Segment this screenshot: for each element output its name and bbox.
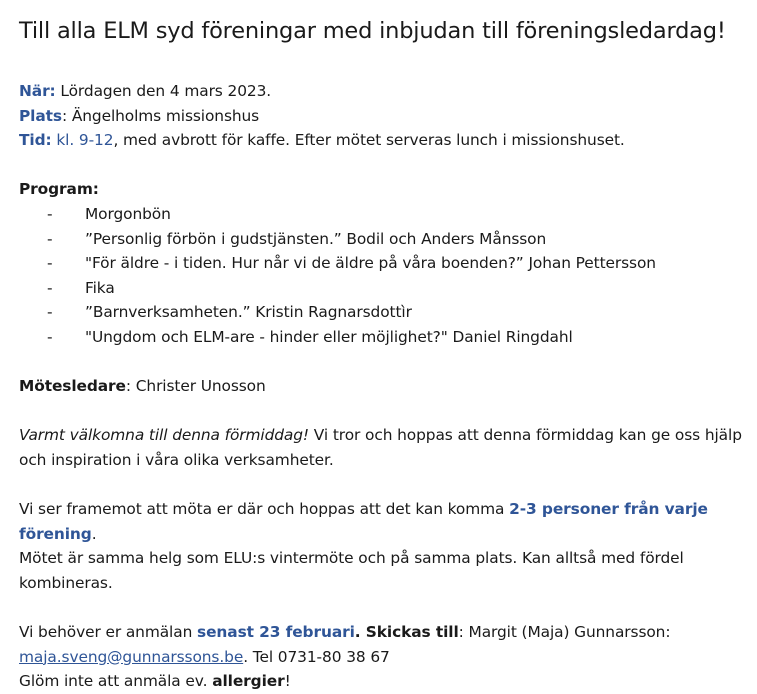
program-item-text: Fika (85, 278, 115, 297)
program-item (19, 202, 743, 227)
hope-end: . (91, 524, 97, 543)
signup-contact: : Margit (Maja) Gunnarsson: (458, 623, 671, 642)
list-dash: - (47, 204, 53, 223)
welcome-paragraph (19, 423, 743, 472)
list-dash: - (47, 327, 53, 346)
hope-highlight: 2-3 personer från varje förening (19, 500, 708, 543)
allergy-bold: allergier (212, 672, 285, 691)
list-dash: - (47, 254, 53, 273)
list-dash: - (47, 278, 53, 297)
hope-paragraph (19, 497, 743, 546)
program-item-text: "För äldre - i tiden. Hur når vi de äldre på våra boenden?” Johan Pettersson (85, 254, 656, 273)
when-line (19, 79, 743, 104)
program-item-text: ”Personlig förbön i gudstjänsten.” Bodil och Anders Månsson (85, 229, 547, 248)
page-title: Till alla ELM syd föreningar med inbjudan till föreningsledardag! (19, 18, 726, 44)
when-value: Lördagen den 4 mars 2023. (55, 82, 272, 100)
allergy-line (19, 669, 743, 694)
allergy-text: Glöm inte att anmäla ev. (19, 672, 213, 691)
list-dash: - (47, 303, 53, 322)
program-item (19, 251, 743, 276)
leader-value: : Christer Unosson (125, 377, 266, 396)
program-item (19, 276, 743, 301)
program-item-text: "Ungdom och ELM-are - hinder eller möjlighet?" Daniel Ringdahl (85, 327, 573, 346)
phone-text: . Tel 0731-80 38 67 (243, 647, 390, 666)
list-dash: - (47, 229, 53, 248)
program-item (19, 227, 743, 252)
welcome-italic: Varmt välkomna till denna förmiddag! (19, 426, 310, 445)
spacer (19, 595, 743, 620)
elu-paragraph: Mötet är samma helg som ELU:s vintermöte och på samma plats. Kan alltså med fördel kombineras. (19, 549, 684, 592)
signup-deadline: senast 23 februari (197, 623, 355, 642)
program-item-text: ”Barnverksamheten.” Kristin Ragnarsdottìr (85, 303, 412, 322)
leader-label: Mötesledare (19, 377, 126, 396)
place-line (19, 104, 743, 129)
time-label: Tid: (19, 131, 52, 150)
signup-line (19, 620, 743, 645)
leader-line (19, 374, 743, 399)
program-item-text: Morgonbön (85, 204, 171, 223)
program-heading: Program: (19, 180, 99, 199)
signup-text: Vi behöver er anmälan (19, 623, 198, 642)
time-value: kl. 9-12 (51, 131, 114, 150)
allergy-end: ! (284, 672, 291, 691)
time-rest: , med avbrott för kaffe. Efter mötet serveras lunch i missionshuset. (113, 131, 625, 150)
program-item (19, 325, 743, 350)
place-value: : Ängelholms missionshus (61, 106, 260, 125)
email-link[interactable]: maja.sveng@gunnarssons.be (19, 647, 244, 666)
spacer (19, 350, 743, 375)
program-item (19, 300, 743, 325)
signup-send: . Skickas till (354, 623, 459, 642)
when-label: När: (19, 82, 56, 100)
contact-line (19, 645, 743, 670)
time-line (19, 128, 743, 153)
spacer (19, 153, 743, 178)
program-list (19, 202, 743, 350)
welcome-rest: Vi tror och hoppas att denna förmiddag kan ge oss hjälp och inspiration i våra olika verksamheter. (19, 426, 742, 469)
spacer (19, 473, 743, 498)
hope-text: Vi ser framemot att möta er där och hoppas att det kan komma (19, 500, 510, 519)
place-label: Plats (19, 106, 62, 125)
spacer (19, 399, 743, 424)
